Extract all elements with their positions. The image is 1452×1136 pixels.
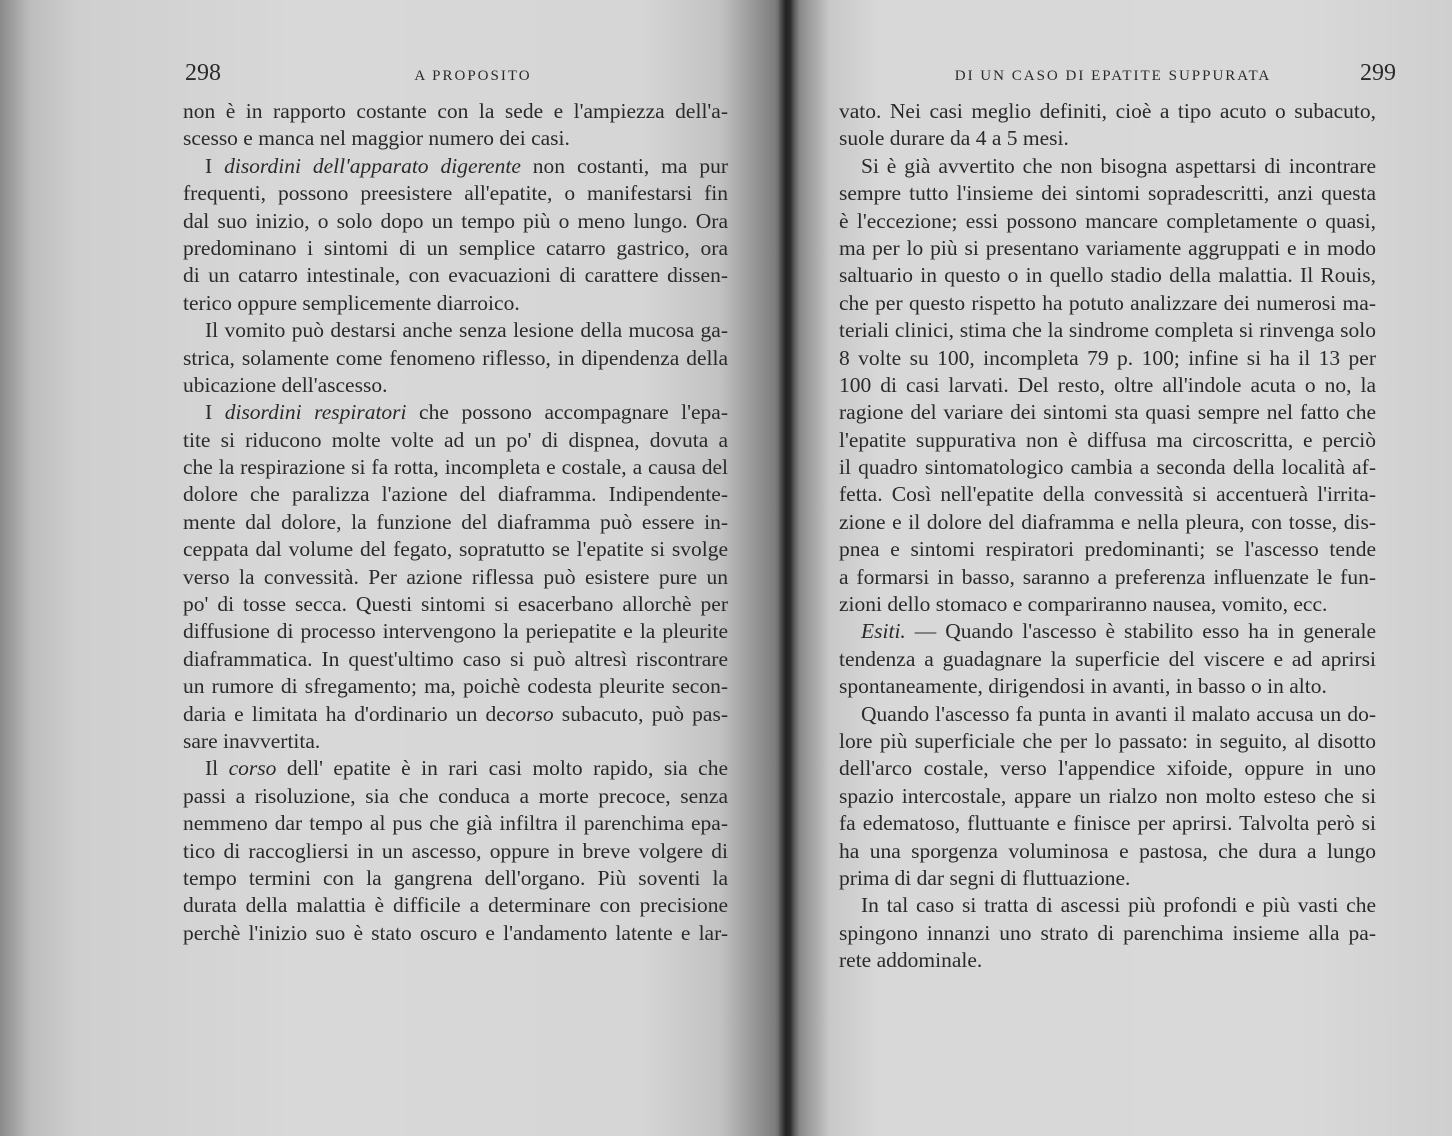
text-line: è l'eccezione; essi possono mancare completamente o quasi, <box>839 208 1376 233</box>
text-line: spazio intercostale, appare un rialzo non molto esteso che si <box>839 783 1376 808</box>
text-line: strica, solamente come fenomeno riflesso, in dipendenza della <box>183 345 728 370</box>
text-line: che la respirazione si fa rotta, incompleta e costale, a causa del <box>183 455 728 480</box>
text-line: verso la convessità. Per azione riflessa può esistere pure un <box>183 564 728 589</box>
text-line: che per questo rispetto ha potuto analizzare dei numerosi ma- <box>839 290 1376 315</box>
text-line: tempo termini con la gangrena dell'organo. Più soventi la <box>183 865 728 890</box>
text-line: durata della malattia è difficile a determinare con precisione <box>183 893 728 918</box>
left-page-number: 298 <box>185 60 221 86</box>
text-line: diaframmatica. In quest'ultimo caso si può altresì riscontrare <box>183 646 728 671</box>
text-line: Si è già avvertito che non bisogna aspettarsi di incontrare <box>861 153 1376 178</box>
text-line: saltuario in questo o in quello stadio della malattia. Il Rouis, <box>839 263 1376 288</box>
text-line: Il vomito può destarsi anche senza lesione della mucosa ga- <box>205 318 728 343</box>
text-line: Esiti. — Quando l'ascesso è stabilito esso ha in generale <box>861 619 1376 644</box>
text-line: pnea e sintomi respiratori predominanti; se l'ascesso tende <box>839 537 1376 562</box>
left-running-head: A PROPOSITO <box>414 68 532 84</box>
text-line: ha una sporgenza voluminosa e pastosa, che dura a lungo <box>839 838 1376 863</box>
text-line: daria e limitata ha d'ordinario un decorso subacuto, può pas- <box>183 701 728 726</box>
text-line: frequenti, possono preesistere all'epatite, o manifestarsi fin <box>183 181 728 206</box>
text-line: terico oppure semplicemente diarroico. <box>183 290 520 315</box>
text-line: In tal caso si tratta di ascessi più profondi e più vasti che <box>861 893 1376 918</box>
left-page-text <box>183 98 728 947</box>
text-line: sare inavvertita. <box>183 728 321 753</box>
text-line: tico di raccogliersi in un ascesso, oppure in breve volgere di <box>183 838 728 863</box>
text-line: tite si riducono molte volte ad un po' di dispnea, dovuta a <box>183 427 728 452</box>
text-line: tendenza a guadagnare la superficie del viscere e ad aprirsi <box>839 646 1376 671</box>
right-page-number: 299 <box>1360 60 1396 86</box>
text-line: 100 di casi larvati. Del resto, oltre all'indole acuta o no, la <box>839 372 1376 397</box>
text-line: prima di dar segni di fluttuazione. <box>839 865 1131 890</box>
text-line: sempre tutto l'insieme dei sintomi sopradescritti, anzi questa <box>839 181 1376 206</box>
text-line: mente dal dolore, la funzione del diaframma può essere in- <box>183 509 728 534</box>
text-line: teriali clinici, stima che la sindrome completa si rinvenga solo <box>839 318 1376 343</box>
text-line: ceppata dal volume del fegato, sopratutto se l'epatite si svolge <box>183 537 728 562</box>
text-line: dal suo inizio, o solo dopo un tempo più o meno lungo. Ora <box>183 208 728 233</box>
text-line: I disordini dell'apparato digerente non costanti, ma pur <box>205 153 728 178</box>
text-line: a formarsi in basso, saranno a preferenza influenzate le fun- <box>839 564 1376 589</box>
text-line: diffusione di processo intervengono la periepatite e la pleurite <box>183 619 728 644</box>
text-line: 8 volte su 100, incompleta 79 p. 100; infine si ha il 13 per <box>839 345 1376 370</box>
text-line: Quando l'ascesso fa punta in avanti il malato accusa un do- <box>861 701 1376 726</box>
text-line: passi a risoluzione, sia che conduca a morte precoce, senza <box>183 783 728 808</box>
text-line: vato. Nei casi meglio definiti, cioè a tipo acuto o subacuto, <box>839 99 1376 123</box>
text-line: po' di tosse secca. Questi sintomi si esacerbano allorchè per <box>183 592 728 617</box>
text-line: spingono innanzi uno strato di parenchima insieme alla pa- <box>839 920 1376 945</box>
right-page-header <box>866 60 1396 96</box>
right-page-text <box>839 98 1376 975</box>
text-line: predominano i sintomi di un semplice catarro gastrico, ora <box>183 235 728 260</box>
text-line: lore più superficiale che per lo passato: in seguito, al disotto <box>839 728 1376 753</box>
text-line: spontaneamente, dirigendosi in avanti, in basso o in alto. <box>839 674 1327 699</box>
right-page <box>796 0 1452 1136</box>
text-line: zione e il dolore del diaframma e nella pleura, con tosse, dis- <box>839 509 1376 534</box>
text-line: perchè l'inizio suo è stato oscuro e l'andamento latente e lar- <box>183 920 728 945</box>
text-line: non è in rapporto costante con la sede e l'ampiezza dell'a- <box>183 99 728 123</box>
text-line: il quadro sintomatologico cambia a seconda della località af- <box>839 455 1376 480</box>
text-line: dell'arco costale, verso l'appendice xifoide, oppure in uno <box>839 756 1376 781</box>
text-line: l'epatite suppurativa non è diffusa ma circoscritta, e perciò <box>839 427 1376 452</box>
text-line: ma per lo più si presentano variamente aggruppati e in modo <box>839 235 1376 260</box>
text-line: un rumore di sfregamento; ma, poichè codesta pleurite secon- <box>183 674 728 699</box>
text-line: rete addominale. <box>839 948 983 973</box>
text-line: fetta. Così nell'epatite della convessità si accentuerà l'irrita- <box>839 482 1376 507</box>
right-running-head: DI UN CASO DI EPATITE SUPPURATA <box>954 68 1272 84</box>
text-line: scesso e manca nel maggior numero dei casi. <box>183 126 570 151</box>
text-line: suole durare da 4 a 5 mesi. <box>839 126 1069 151</box>
text-line: nemmeno dar tempo al pus che già infiltra il parenchima epa- <box>183 811 728 836</box>
book-gutter <box>778 0 794 1136</box>
text-line: dolore che paralizza l'azione del diaframma. Indipendente- <box>183 482 728 507</box>
text-line: di un catarro intestinale, con evacuazioni di carattere dissen- <box>183 263 728 288</box>
text-line: ragione del variare dei sintomi sta quasi sempre nel fatto che <box>839 400 1376 425</box>
text-line: I disordini respiratori che possono accompagnare l'epa- <box>205 400 728 425</box>
text-line: zioni dello stomaco e compariranno nausea, vomito, ecc. <box>839 592 1328 617</box>
text-line: fa edematoso, fluttuante e finisce per aprirsi. Talvolta però si <box>839 811 1376 836</box>
left-page-header <box>185 60 725 96</box>
text-line: ubicazione dell'ascesso. <box>183 372 388 397</box>
text-line: Il corso dell' epatite è in rari casi molto rapido, sia che <box>205 756 728 781</box>
